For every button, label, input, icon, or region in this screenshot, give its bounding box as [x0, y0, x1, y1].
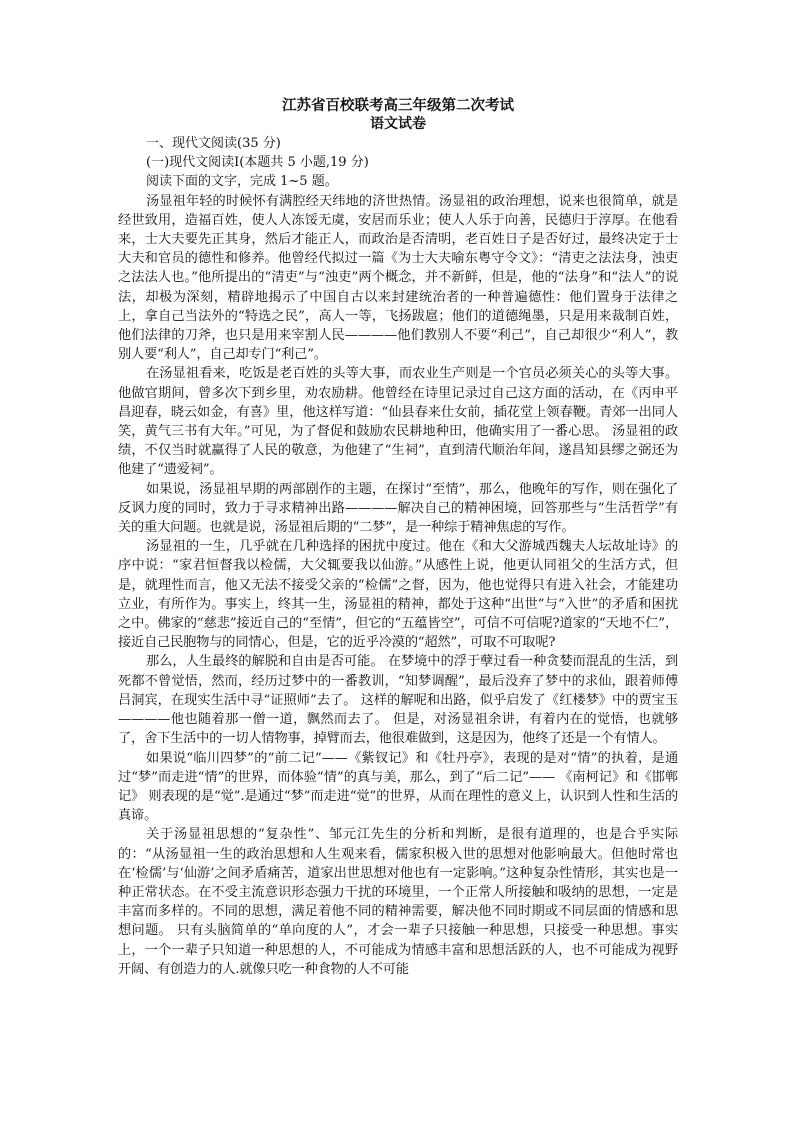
paragraph-2: 在汤显祖看来，吃饭是老百姓的头等大事，而农业生产则是一个官员必须关心的头等大事。他做官期间，曾多次下到乡里，劝农励耕。他曾经在诗里记录过自己这方面的活动，在《丙申平昌迎春，晓云如金，有喜》里，他这样写道：“仙县春来仕女前，插花堂上领春鞭。青郊一出同人笑，黄气三书有大年。”可见，为了督促和鼓励农民耕地种田，他确实用了一番心思。 汤显祖的政绩，不仅当时就赢得了人民的敬意，为他建了“生祠”，直到清代顺治年间，遂昌知县缪之弼还为他建了“遗爱祠”。 [118, 366, 678, 478]
section-heading: 一、现代文阅读(35 分) [146, 136, 281, 151]
paragraph-3: 如果说，汤显祖早期的两部剧作的主题，在探讨“至情”，那么，他晚年的写作，则在强化了反讽力度的同时，致力于寻求精神出路————解决自己的精神困境，回答那些与“生活哲学”有关的重大问题。也就是说，汤显祖后期的“二梦”，是一种综于精神焦虑的写作。 [118, 481, 678, 536]
subsection-heading: (一)现代文阅读Ⅰ(本题共 5 小题,19 分) [146, 155, 369, 171]
exam-page [118, 96, 678, 979]
exam-subtitle: 语文试卷 [370, 116, 426, 132]
paragraph-7: 关于汤显祖思想的“复杂性”、邹元江先生的分析和判断，是很有道理的，也是合乎实际的：“从汤显祖一生的政治思想和人生观来看，儒家积极入世的思想对他影响最大。但他时常也在‘检儒’与‘仙游’之间矛盾痛苦，道家出世思想对他也有一定影响。”这种复杂性情形，其实也是一种正常状态。在不受主流意识形态强力干扰的环境里，一个正常人所接触和吸纳的思想，一定是丰富而多样的。不同的思想，满足着他不同的精神需要，解决他不同时期或不同层面的情感和思想问题。 只有头脑简单的“单向度的人”，才会一辈子只接触一种思想，只接受一种思想。事实上，一个一辈子只知道一种思想的人，不可能成为情感丰富和思想活跃的人，也不可能成为视野开阔、有创造力的人.就像只吃一种食物的人不可能 [118, 827, 678, 977]
paragraph-1: 汤显祖年轻的时候怀有满腔经天纬地的济世热情。汤显祖的政治理想，说来也很简单，就是经世致用，造福百姓，使人人冻馁无虞，安居而乐业；使人人乐于向善，民德归于淳厚。在他看来，士大夫要先正其身，然后才能正人，而政治是否清明，老百姓日子是否好过，最终决定于士大夫和官员的德性和修养。他曾经代拟过一篇《为士大夫喻东粤守令文》：“清吏之法法身，浊吏之法法人也。”他所提出的“清吏”与“浊吏”两个概念，并不新鲜，但是，他的“法身”和“法人”的说法，却极为深刻，精辟地揭示了中国自古以来封建统治者的一种普遍德性：他们置身于法律之上，拿自己当法外的“特选之民”，高人一等，飞扬跋扈；他们的道德绳墨，只是用来裁制百姓，他们法律的刀斧，也只是用来宰割人民————他们教别人不要“利己”，自己却很少“利人”，教别人要“利人”，自己却专门“利己”。 [118, 193, 678, 363]
reading-instruction: 阅读下面的文字，完成 1~5 题。 [146, 174, 338, 190]
paragraph-4: 汤显祖的一生，几乎就在几种选择的困扰中度过。他在《和大父游城西魏夫人坛故址诗》的序中说：“家君恒督我以检儒，大父辄要我以仙游。”从感性上说，他更认同祖父的生活方式，但是，就理性而言，他又无法不接受父亲的“检儒”之督，因为，他也觉得只有进入社会，才能建功立业，有所作为。事实上，终其一生，汤显祖的精神，都处于这种“出世”与“入世”的矛盾和困扰之中。佛家的“慈悲”接近自己的“至情”，但它的“五蕴皆空”，可信不可信呢?道家的“天地不仁”，接近自己民胞物与的同情心，但是，它的近乎冷漠的“超然”，可取不可取呢? [118, 539, 678, 651]
paragraph-6: 如果说“临川四梦”的“前二记”——《紫钗记》和《牡丹亭》，表现的是对“情”的执着，是通过“梦”而走进“情”的世界，而体验“情”的真与美，那么，到了“后二记”—— 《南柯记》和《邯郸记》 则表现的是“觉”.是通过“梦”而走进“觉”的世界，从而在理性的意义上，认识到人性和生活的真谛。 [118, 750, 678, 824]
exam-title: 江苏省百校联考高三年级第二次考试 [282, 97, 514, 114]
paragraph-5: 那么，人生最终的解脱和自由是否可能。 在梦境中的浮于孽过看一种贪婪而混乱的生活，到死都不曾觉悟，然而，经历过梦中的一番教训，“知梦调醒”，最后没弃了梦中的求仙，跟着师傅吕洞宾，在现实生活中寻“证照师”去了。 这样的解呢和出路，似乎启发了《红楼梦》中的贾宝玉————他也随着那一僧一道，飘然而去了。 但是，对汤显祖余讲，有着内在的觉悟，也就够了，舍下生活中的一切人情物事，掉臂而去，他很难做到，这是因为，他终了还是一个有情人。 [118, 654, 678, 747]
